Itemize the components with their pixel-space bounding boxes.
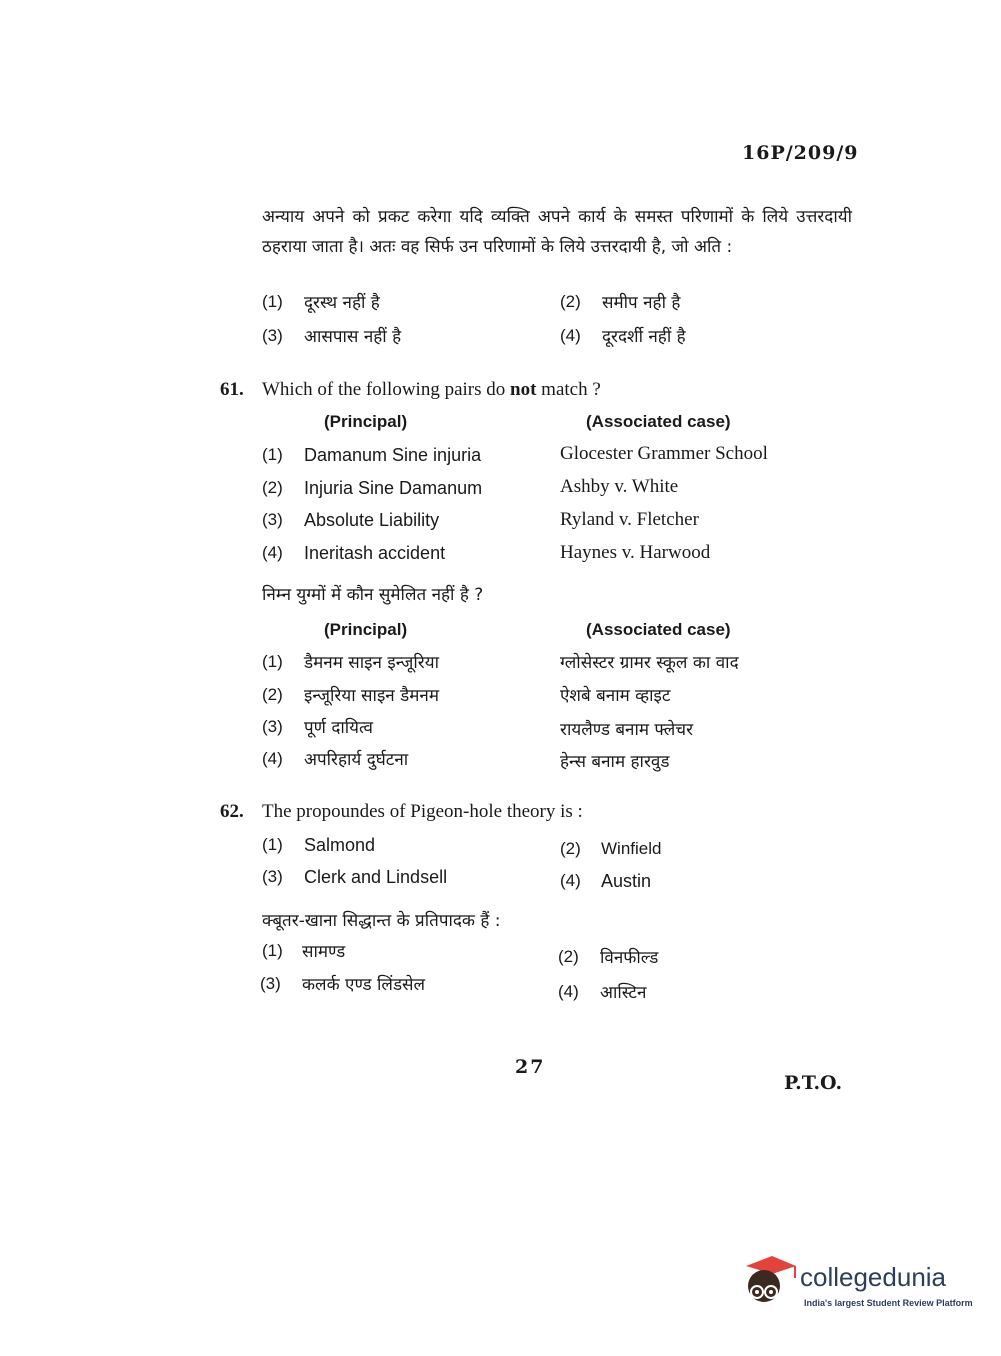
q62-option-1-number: (1) — [262, 835, 283, 854]
q62-hindi-option-4-text: आस्टिन — [600, 983, 647, 1003]
q61-hindi-row-4-principal: अपरिहार्य दुर्घटना — [304, 750, 409, 770]
q61-hindi-row-3-case: रायलैण्ड बनाम फ्लेचर — [560, 720, 694, 740]
q61-hindi-row-1-number: (1) — [262, 652, 283, 671]
q61-hindi-row-1-principal: डैमनम साइन इन्जूरिया — [304, 653, 439, 673]
watermark-tagline: India's largest Student Review Platform — [804, 1298, 973, 1308]
q61-column-principal-hindi: (Principal) — [324, 620, 408, 639]
q61-column-associated-case-hindi: (Associated case) — [586, 620, 731, 639]
page-number: 27 — [515, 1056, 546, 1078]
q61-row-3-number: (3) — [262, 510, 283, 529]
question-61-number: 61. — [220, 379, 244, 400]
q62-hindi-option-3-text: कलर्क एण्ड लिंडसेल — [302, 975, 426, 995]
collegedunia-mascot-icon — [742, 1252, 798, 1312]
q62-hindi-option-2-number: (2) — [558, 947, 579, 966]
q60-option-2-number: (2) — [560, 292, 581, 311]
q61-column-associated-case: (Associated case) — [586, 412, 731, 431]
q62-hindi-option-4-number: (4) — [558, 982, 579, 1001]
q62-option-2-text: Winfield — [601, 839, 662, 858]
q60-option-1-text: दूरस्थ नहीं है — [304, 293, 380, 313]
paper-code: 16P/209/9 — [742, 142, 859, 164]
q60-option-3-text: आसपास नहीं है — [304, 327, 402, 347]
q62-option-3-text: Clerk and Lindsell — [304, 867, 448, 887]
question-61-stem: Which of the following pairs do not match ? — [262, 379, 601, 400]
q62-option-3-number: (3) — [262, 867, 283, 886]
q61-hindi-row-1-case: ग्लोसेस्टर ग्रामर स्कूल का वाद — [560, 653, 739, 673]
q62-hindi-option-1-number: (1) — [262, 941, 283, 960]
q61-hindi-row-2-case: ऐशबे बनाम व्हाइट — [560, 686, 671, 706]
q62-hindi-option-2-text: विनफील्ड — [600, 948, 659, 968]
q61-row-1-principal: Damanum Sine injuria — [304, 445, 482, 465]
q62-option-4-text: Austin — [601, 871, 652, 891]
question-61-stem-hindi: निम्न युग्मों में कौन सुमेलित नहीं है ? — [262, 585, 484, 605]
q61-row-1-case: Glocester Grammer School — [560, 443, 768, 464]
question-62-stem-hindi: क्बूतर-खाना सिद्धान्त के प्रतिपादक हैं : — [262, 911, 501, 931]
q61-row-3-principal: Absolute Liability — [304, 510, 440, 530]
q61-row-2-case: Ashby v. White — [560, 476, 679, 497]
q61-hindi-row-3-number: (3) — [262, 717, 283, 736]
q60-option-1-number: (1) — [262, 292, 283, 311]
q61-row-3-case: Ryland v. Fletcher — [560, 509, 699, 530]
q61-hindi-row-4-number: (4) — [262, 749, 283, 768]
q60-option-2-text: समीप नही है — [602, 293, 681, 313]
q62-option-1-text: Salmond — [304, 835, 376, 855]
q60-option-4-number: (4) — [560, 326, 581, 345]
q60-option-3-number: (3) — [262, 326, 283, 345]
question-62-number: 62. — [220, 801, 244, 822]
q61-row-4-number: (4) — [262, 543, 283, 562]
pto-label: P.T.O. — [784, 1072, 843, 1094]
q61-row-4-case: Haynes v. Harwood — [560, 542, 711, 563]
q61-column-principal: (Principal) — [324, 412, 408, 431]
q61-hindi-row-3-principal: पूर्ण दायित्व — [304, 718, 374, 738]
q60-option-4-text: दूरदर्शी नहीं है — [602, 327, 686, 347]
q61-hindi-row-2-number: (2) — [262, 685, 283, 704]
q62-hindi-option-1-text: सामण्ड — [302, 942, 346, 962]
q61-row-4-principal: Ineritash accident — [304, 543, 446, 563]
question-60-text: अन्याय अपने को प्रकट करेगा यदि व्यक्ति अपने कार्य के समस्त परिणामों के लिये उत्तरदायी ठहराया जाता है। अतः वह सिर्फ उन परिणामों के लिये उत्तरदायी है, जो अति : — [262, 207, 852, 257]
q61-hindi-row-4-case: हेन्स बनाम हारवुड — [560, 752, 670, 772]
q61-row-2-principal: Injuria Sine Damanum — [304, 478, 483, 498]
q62-option-2-number: (2) — [560, 839, 581, 858]
q62-option-4-number: (4) — [560, 871, 581, 890]
q62-hindi-option-3-number: (3) — [260, 974, 281, 993]
watermark-brand: collegedunia — [800, 1262, 947, 1292]
q61-row-2-number: (2) — [262, 478, 283, 497]
q61-hindi-row-2-principal: इन्जूरिया साइन डैमनम — [304, 686, 439, 706]
question-62-stem: The propoundes of Pigeon-hole theory is : — [262, 801, 583, 822]
q61-row-1-number: (1) — [262, 445, 283, 464]
